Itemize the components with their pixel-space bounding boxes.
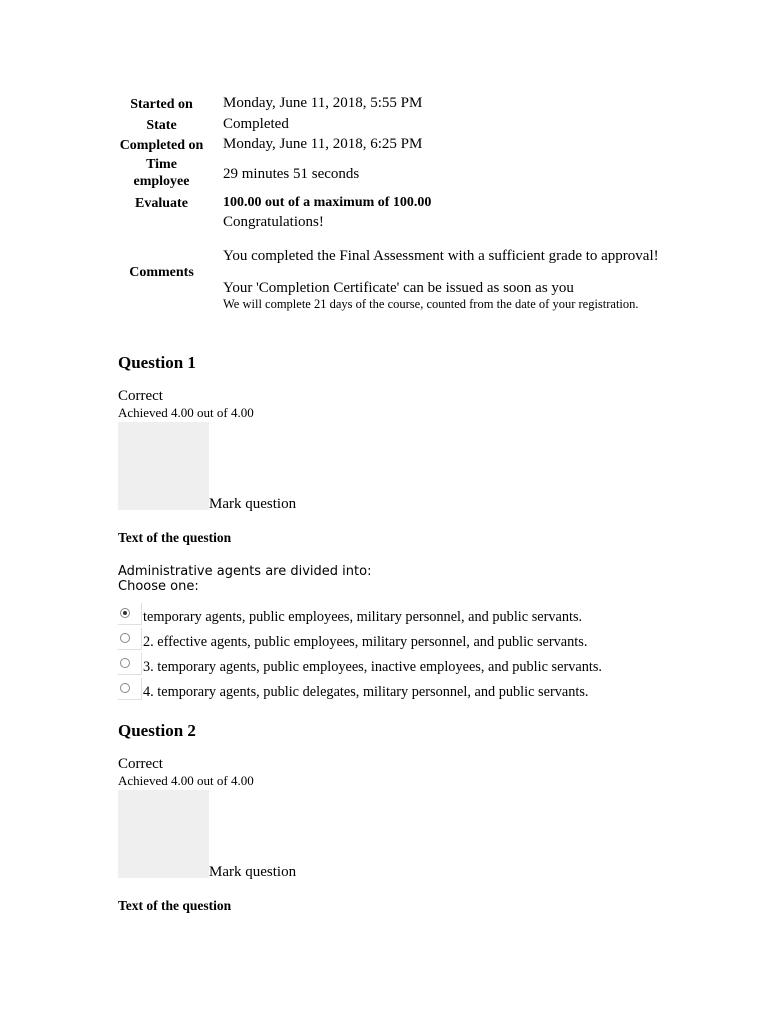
question-1-option-3[interactable] xyxy=(118,653,602,675)
time-label-line1: Time xyxy=(146,157,177,172)
radio-box[interactable] xyxy=(118,678,142,700)
summary-row-time xyxy=(118,155,678,193)
completed-value: Monday, June 11, 2018, 6:25 PM xyxy=(223,136,423,152)
option-label: 4. temporary agents, public delegates, military personnel, and public servants. xyxy=(143,684,589,700)
radio-icon[interactable] xyxy=(120,658,130,668)
question-2-text-heading: Text of the question xyxy=(118,898,232,913)
question-2-score: Achieved 4.00 out of 4.00 xyxy=(118,773,254,788)
question-1-mark-link[interactable]: Mark question xyxy=(209,496,297,512)
evaluate-label: Evaluate xyxy=(135,196,188,211)
radio-box[interactable] xyxy=(118,653,142,675)
question-1-flag-image[interactable] xyxy=(118,422,209,510)
radio-icon[interactable] xyxy=(120,633,130,643)
summary-row-state xyxy=(118,115,678,135)
option-label: temporary agents, public employees, military personnel, and public servants. xyxy=(143,609,583,625)
option-label: 2. effective agents, public employees, military personnel, and public servants. xyxy=(143,634,588,650)
started-value: Monday, June 11, 2018, 5:55 PM xyxy=(223,95,423,111)
comments-value xyxy=(223,213,678,312)
comments-congrats: Congratulations! xyxy=(223,214,324,230)
question-1-prompt: Administrative agents are divided into: xyxy=(118,564,372,579)
comments-line2: Your 'Completion Certificate' can be issued as soon as you xyxy=(223,280,574,296)
question-1-option-2[interactable] xyxy=(118,628,587,650)
completed-label: Completed on xyxy=(119,138,204,153)
comments-line3: We will complete 21 days of the course, counted from the date of your registration. xyxy=(223,297,639,311)
summary-row-started xyxy=(118,94,678,115)
time-value: 29 minutes 51 seconds xyxy=(223,166,360,182)
radio-icon[interactable] xyxy=(120,683,130,693)
question-2-title: Question 2 xyxy=(118,721,196,740)
question-2-mark-link[interactable]: Mark question xyxy=(209,864,297,880)
summary-row-evaluate xyxy=(118,193,678,213)
state-label: State xyxy=(146,118,177,133)
question-1-score: Achieved 4.00 out of 4.00 xyxy=(118,405,254,420)
question-1-status: Correct xyxy=(118,388,163,404)
time-label xyxy=(118,155,205,190)
attempt-summary xyxy=(118,94,678,333)
question-1-text-heading: Text of the question xyxy=(118,530,232,545)
time-label-line2: employee xyxy=(133,174,190,189)
radio-box[interactable] xyxy=(118,603,142,625)
summary-row-comments xyxy=(118,213,678,333)
question-2-status: Correct xyxy=(118,756,163,772)
state-value: Completed xyxy=(223,116,289,132)
comments-line1: You completed the Final Assessment with a sufficient grade to approval! xyxy=(223,248,659,264)
evaluate-value: 100.00 out of a maximum of 100.00 xyxy=(223,195,432,210)
question-1-option-1[interactable] xyxy=(118,603,582,625)
question-1-title: Question 1 xyxy=(118,353,196,372)
question-1-choose-one: Choose one: xyxy=(118,579,199,594)
question-1-option-4[interactable] xyxy=(118,678,588,700)
option-label: 3. temporary agents, public employees, inactive employees, and public servants. xyxy=(143,659,602,675)
radio-selected-icon[interactable] xyxy=(120,608,130,618)
radio-box[interactable] xyxy=(118,628,142,650)
started-label: Started on xyxy=(130,97,193,112)
summary-row-completed xyxy=(118,135,678,155)
question-2-flag-image[interactable] xyxy=(118,790,209,878)
comments-label: Comments xyxy=(129,265,194,280)
